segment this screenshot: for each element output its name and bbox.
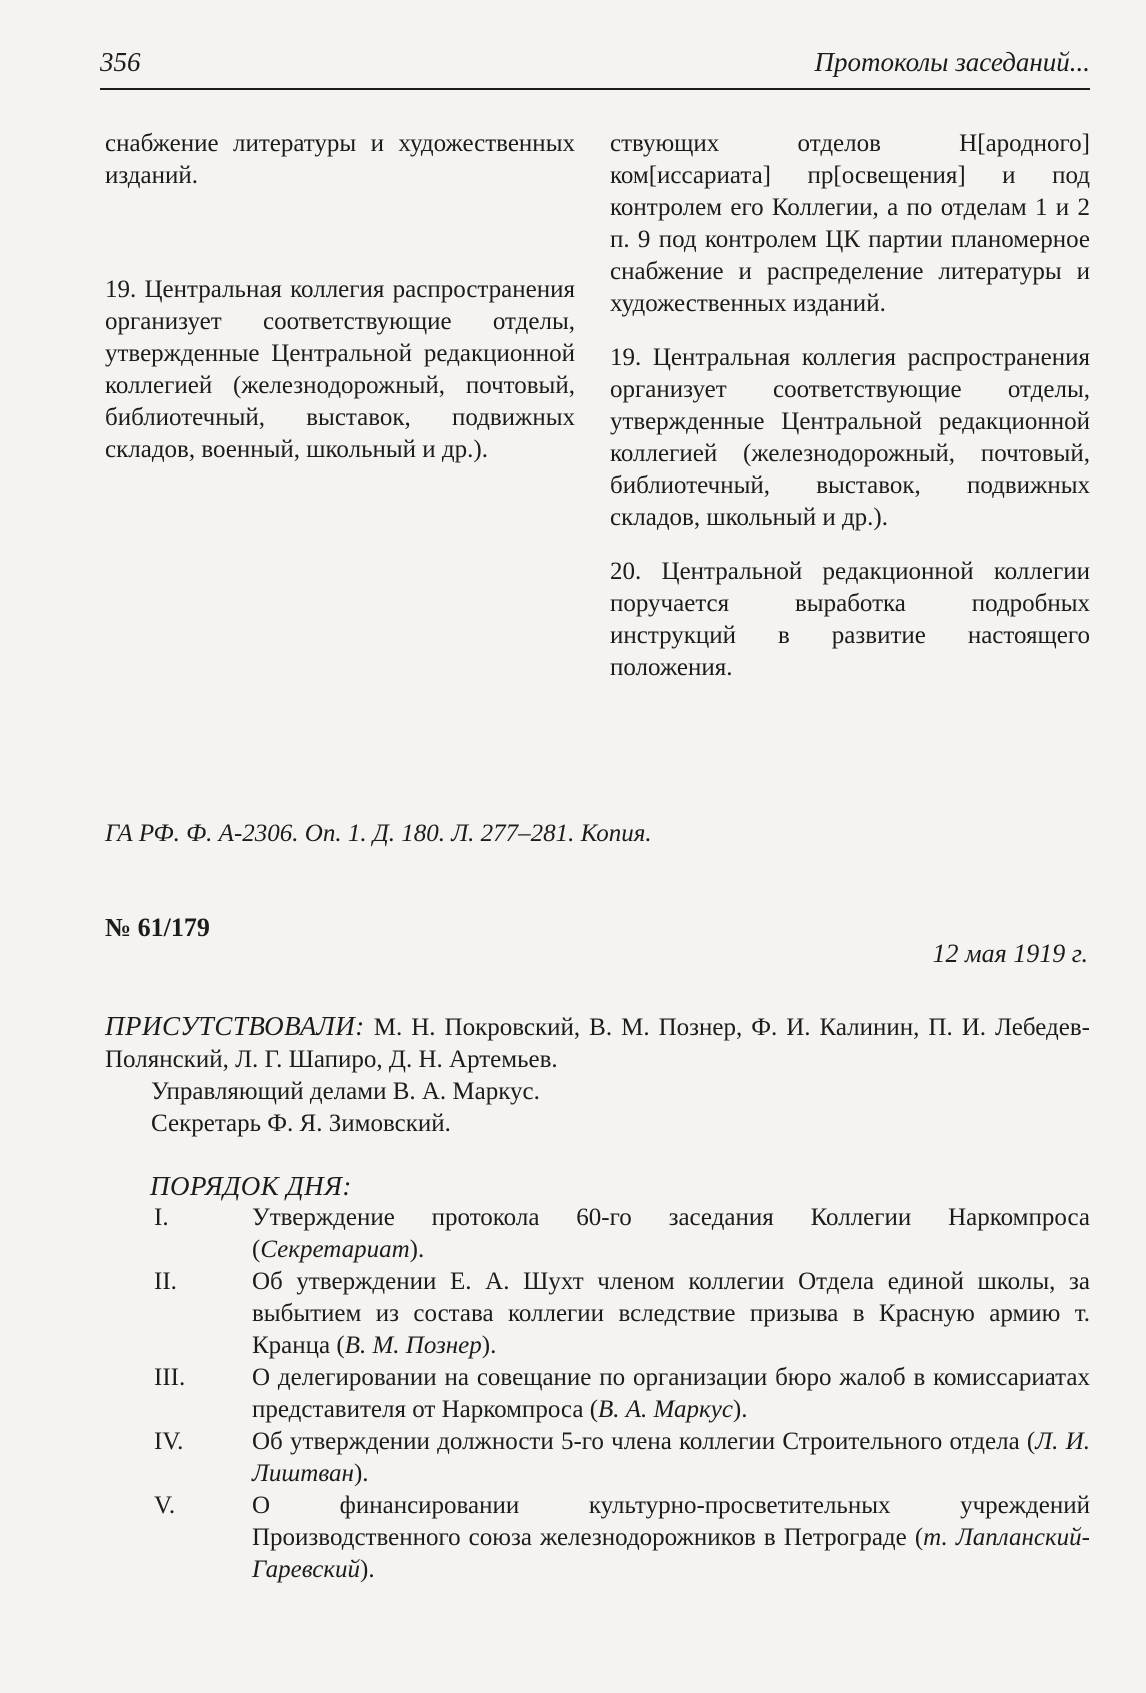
agenda-title: ПОРЯДОК ДНЯ: <box>150 1171 352 1201</box>
agenda-item-text: О делегировании на совещание по организации бюро жалоб в комиссариатах представителя от Наркомпроса <box>252 1364 1090 1423</box>
right-paragraph-1: ствующих отделов Н[ародного] ком[иссариата] пр[освещения] и под контролем его Коллегии, а по отделам 1 и 2 п. 9 под контролем ЦК партии планомерное снабжение и распределение литературы и художественных изданий. <box>610 130 1090 317</box>
agenda-item-number: I. <box>154 1204 169 1231</box>
agenda-item-number: III. <box>154 1364 186 1391</box>
right-column <box>610 128 1090 684</box>
page-header <box>100 40 1090 90</box>
agenda-item-text: О финансировании культурно-просветительных учреждений Производственного союза железнодорожников в Петрограде <box>252 1492 1090 1551</box>
agenda-list <box>150 1202 1090 1586</box>
agenda-item-speaker: Л. И. Лиштван <box>252 1428 1090 1487</box>
left-paragraph-2: 19. Центральная коллегия распространения организует соответствующие отделы, утвержденные Центральной редакционной коллегией (железнодорожный, почтовый, библиотечный, выставок, подвижных складов, военный, школьный и др.). <box>105 276 575 463</box>
agenda-item-speaker: В. А. Маркус <box>598 1396 733 1423</box>
agenda-item-number: V. <box>154 1492 176 1519</box>
left-column <box>105 128 575 466</box>
left-paragraph-1: снабжение литературы и художественных изданий. <box>105 130 575 189</box>
agenda-item-number: IV. <box>154 1428 184 1455</box>
document-date: 12 мая 1919 г. <box>932 939 1088 968</box>
archive-reference: ГА РФ. Ф. А-2306. Оп. 1. Д. 180. Л. 277–281. Копия. <box>105 820 652 847</box>
attendees <box>105 1010 1090 1076</box>
agenda-item: I. Утверждение протокола 60-го заседания Коллегии Наркомпроса (Секретариат). <box>154 1204 1090 1263</box>
agenda-item-speaker: Секретариат <box>260 1236 410 1263</box>
agenda-item-speaker: т. Лапланский-Гаревский <box>252 1524 1091 1583</box>
agenda-item-text: Об утверждении Е. А. Шухт членом коллегии Отдела единой школы, за выбытием из состава коллегии вследствие призыва в Красную армию т. Кранца <box>252 1268 1090 1359</box>
attendance-members: М. Н. Покровский, В. М. Познер, Ф. И. Калинин, П. И. Лебедев-Полянский, Л. Г. Шапиро, Д. Н. Артемьев. <box>105 1014 1091 1073</box>
attendance-label: ПРИСУТСТВОВАЛИ: <box>105 1011 365 1041</box>
agenda-item: III. О делегировании на совещание по организации бюро жалоб в комиссариатах представителя от Наркомпроса (В. А. Маркус). <box>154 1364 1090 1423</box>
running-title: Протоколы заседаний... <box>814 47 1090 77</box>
secretary: Секретарь Ф. Я. Зимовский. <box>151 1110 451 1137</box>
document-number: № 61/179 <box>105 913 210 942</box>
affairs-manager: Управляющий делами В. А. Маркус. <box>151 1078 540 1105</box>
agenda-item-text: Об утверждении должности 5-го члена коллегии Строительного отдела <box>252 1428 1020 1455</box>
agenda-item-text: Утверждение протокола 60-го заседания Коллегии Наркомпроса <box>252 1204 1090 1231</box>
agenda-item: IV. Об утверждении должности 5-го члена коллегии Строительного отдела (Л. И. Лиштван). <box>154 1428 1090 1487</box>
agenda-item-number: II. <box>154 1268 177 1295</box>
agenda-item: V. О финансировании культурно-просветительных учреждений Производственного союза железнодорожников в Петрограде (т. Лапланский-Гаревский). <box>154 1492 1091 1583</box>
right-paragraph-3: 20. Центральной редакционной коллегии поручается выработка подробных инструкций в развитие настоящего положения. <box>610 558 1090 681</box>
attendance-block <box>105 1010 1090 1140</box>
agenda-item-speaker: В. М. Познер <box>344 1332 482 1359</box>
agenda-item: II. Об утверждении Е. А. Шухт членом коллегии Отдела единой школы, за выбытием из состава коллегии вследствие призыва в Красную армию т. Кранца (В. М. Познер). <box>154 1268 1090 1359</box>
right-paragraph-2: 19. Центральная коллегия распространения организует соответствующие отделы, утвержденные Центральной редакционной коллегией (железнодорожный, почтовый, библиотечный, выставок, подвижных складов, школьный и др.). <box>610 344 1090 531</box>
page-number: 356 <box>100 47 141 77</box>
